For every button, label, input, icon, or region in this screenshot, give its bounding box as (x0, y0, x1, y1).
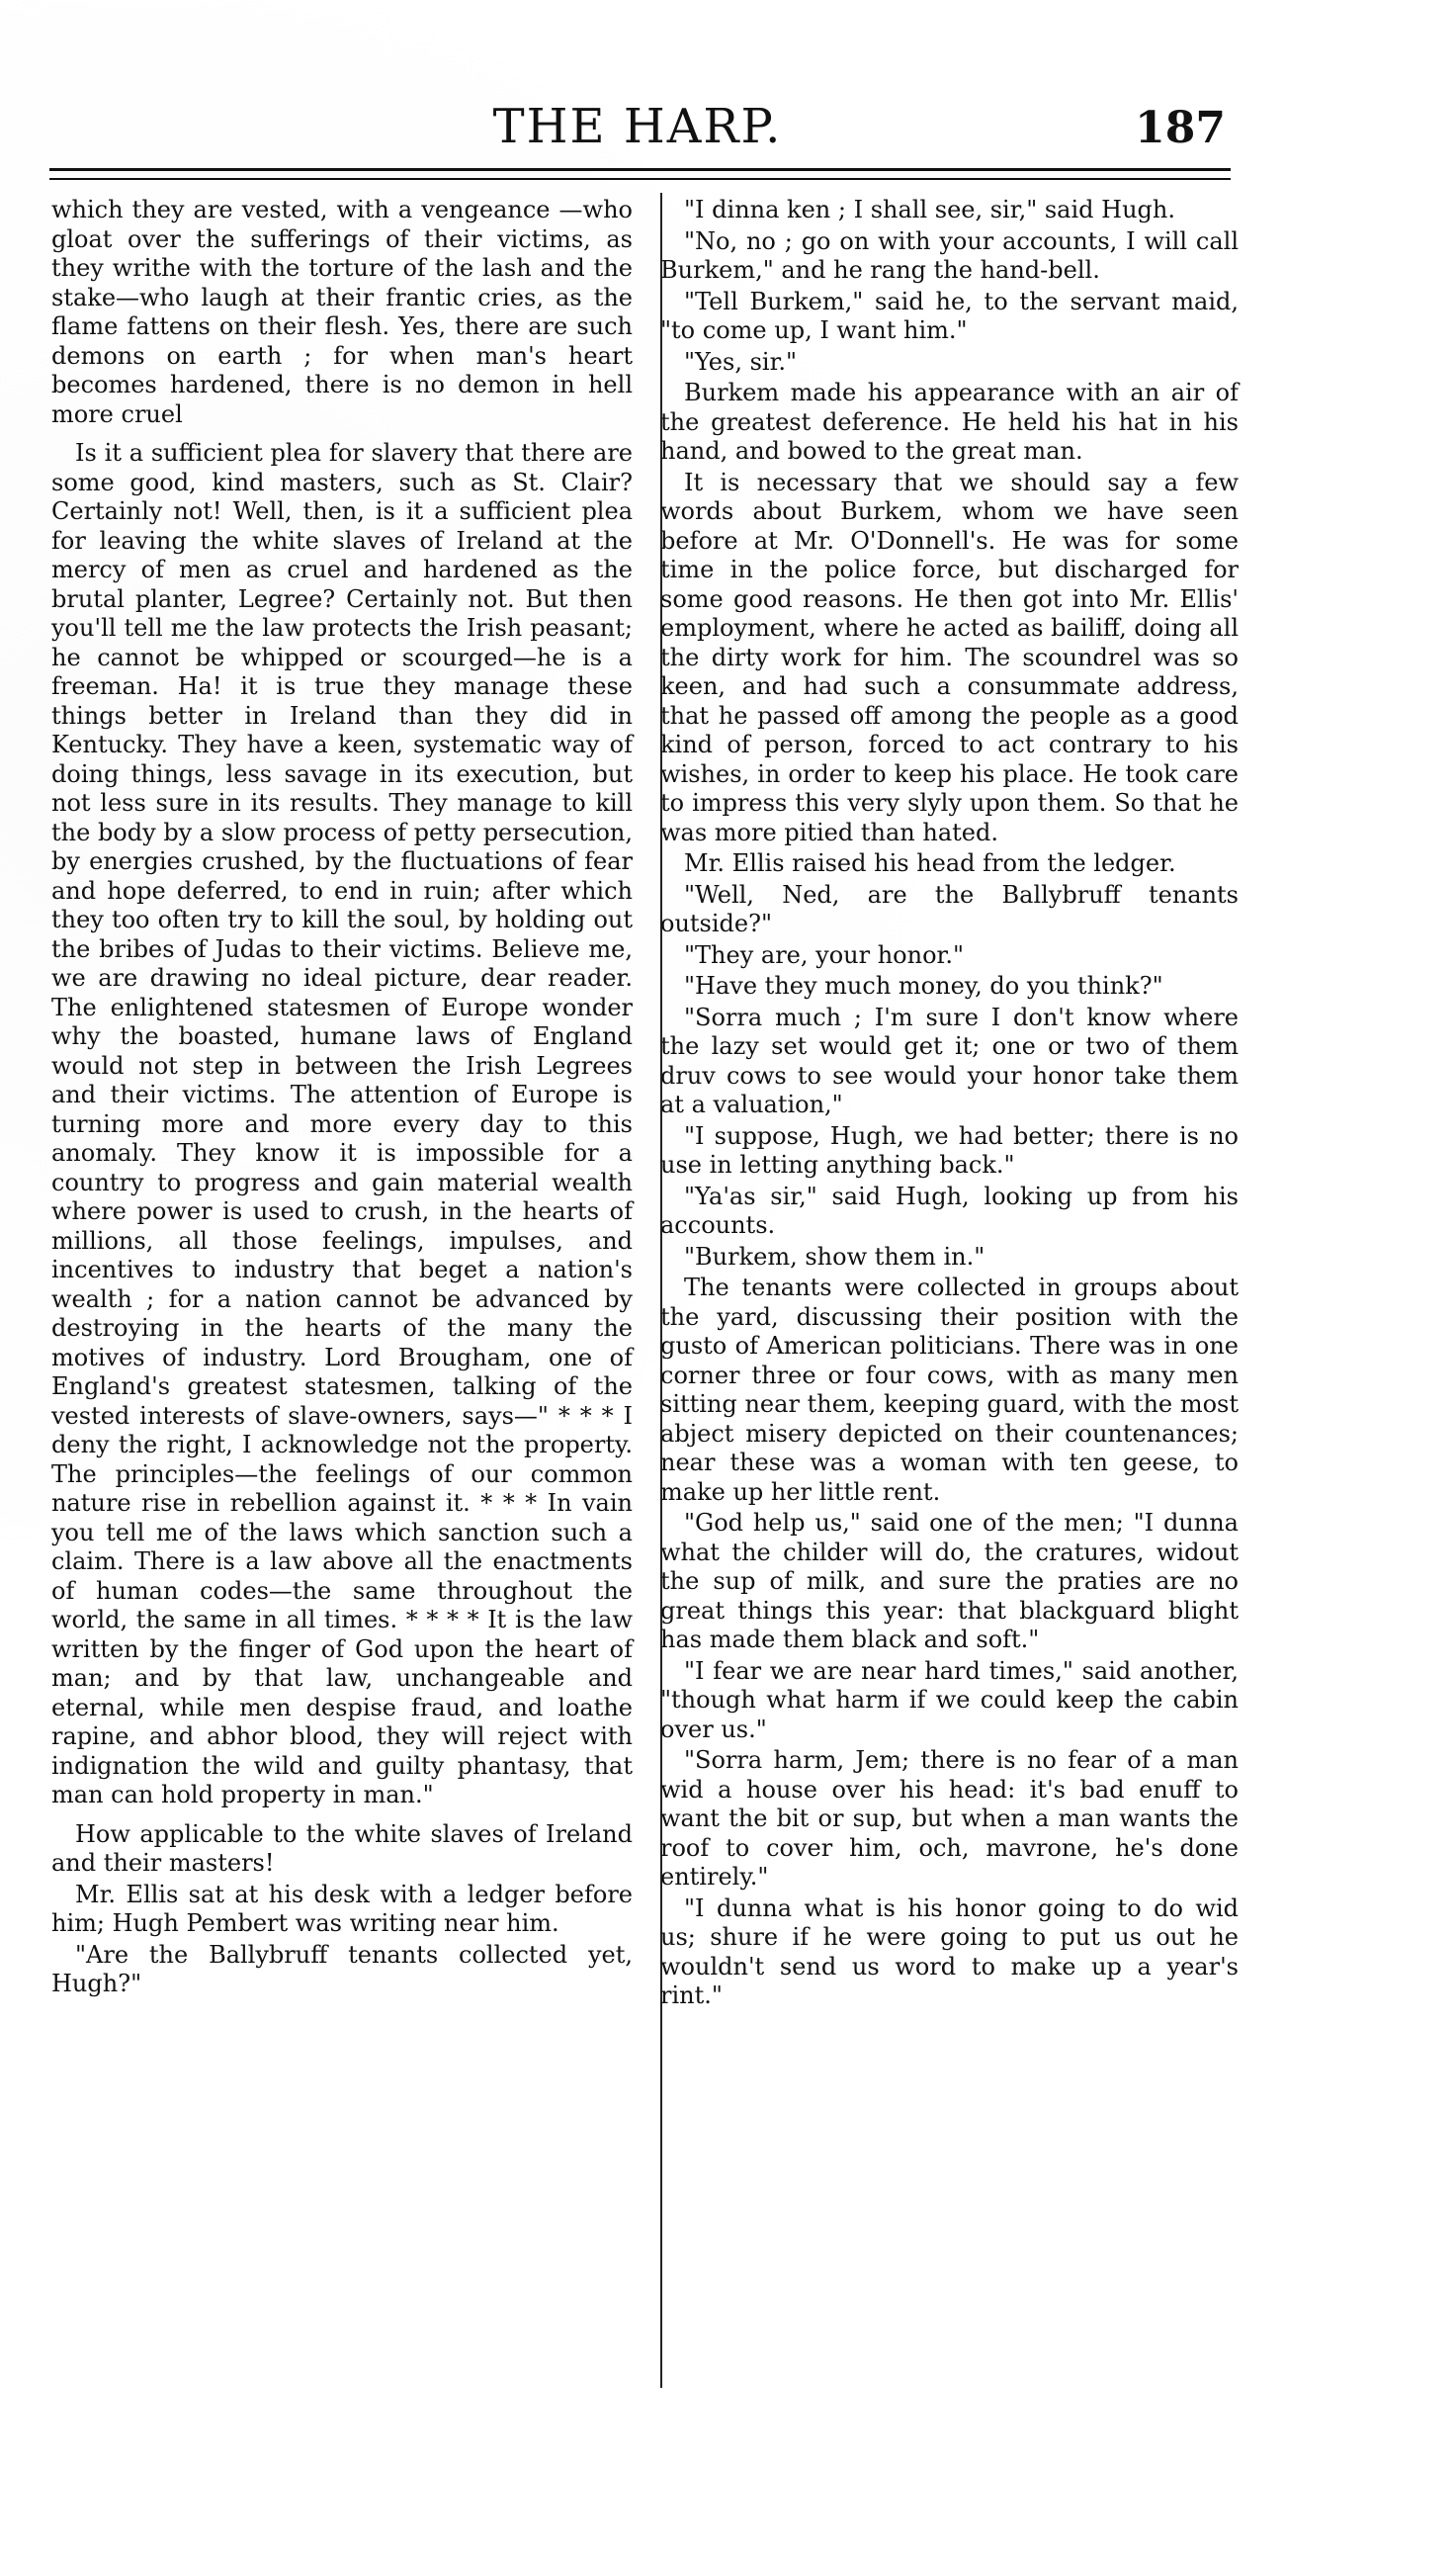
paragraph: Burkem made his appearance with an air of the greatest deference. He held his hat in his hand, and bowed to the great man. (660, 379, 1239, 465)
paragraph: "Burkem, show them in." (684, 1242, 985, 1271)
paragraph: "I suppose, Hugh, we had better; there is no use in letting anything back." (660, 1121, 1239, 1179)
paragraph: "Well, Ned, are the Ballybruff tenants outside?" (660, 880, 1239, 937)
paragraph: "Sorra harm, Jem; there is no fear of a man wid a house over his head: it's bad enuff to want the bit or sup, but when a man wants the roof to cover him, och, mavrone, he's done entirely." (660, 1746, 1239, 1891)
paragraph: "Ya'as sir," said Hugh, looking up from his accounts. (660, 1182, 1239, 1239)
paragraph: "Yes, sir." (684, 347, 798, 376)
paragraph: The tenants were collected in groups about the yard, discussing their position with the gusto of American politicians. There was in one corner three or four cows, with as many men sitting near them, keeping guard, with the most abject misery depicted on their countenances; near these was a woman with ten geese, to make up her little rent. (660, 1274, 1239, 1506)
paragraph: "Tell Burkem," said he, to the servant maid, "to come up, I want him." (660, 287, 1239, 344)
paragraph: Mr. Ellis sat at his desk with a ledger before him; Hugh Pembert was writing near him. (51, 1880, 633, 1937)
paragraph: "I dinna ken ; I shall see, sir," said Hugh. (684, 196, 1175, 223)
paragraph: which they are vested, with a vengeance —who gloat over the sufferings of their victims, as they writhe with the torture of the lash and the stake—who laugh at their frantic cries, as the flame fattens on their flesh. Yes, there are such demons on earth ; for when man's heart becomes hardened, there is no demon in hell more cruel (51, 196, 633, 428)
paragraph: "God help us," said one of the men; "I dunna what the childer will do, the cratures, widout the sup of milk, and sure the praties are no great things this year: that blackguard blight has made them black and soft." (660, 1509, 1239, 1653)
paragraph: "They are, your honor." (684, 940, 965, 969)
paragraph: "I fear we are near hard times," said another, "though what harm if we could keep the cabin over us." (660, 1656, 1239, 1743)
paragraph: "I dunna what is his honor going to do wid us; shure if he were going to put us out he wouldn't send us word to make up a year's rint." (660, 1893, 1239, 2009)
paragraph: "Sorra much ; I'm sure I don't know where the lazy set would get it; one or two of them druv cows to see would your honor take them at a valuation," (660, 1003, 1239, 1118)
paragraph: "Are the Ballybruff tenants collected yet, Hugh?" (51, 1940, 633, 1997)
paragraph: Is it a sufficient plea for slavery that there are some good, kind masters, such as St. Clair? Certainly not! Well, then, is it a sufficient plea for leaving the white slaves of Ireland at the mercy of men as cruel and hardened as the brutal planter, Legree? Certainly not. But then you'll tell me the law protects the Irish peasant; he cannot be whipped or scourged—he is a freeman. Ha! it is true they manage these things better in Ireland than they did in Kentucky. They have a keen, systematic way of doing things, less savage in its execution, but not less sure in its results. They manage to kill the body by a slow process of petty persecution, by energies crushed, by the fluctuations of fear and hope deferred, to end in ruin; after which they too often try to kill the soul, by holding out the bribes of Judas to their victims. Believe me, we are drawing no ideal picture, dear reader. The enlightened statesmen of Europe wonder why the boasted, humane laws of England would not step in between the Irish Legrees and their victims. The attention of Europe is turning more and more every day to this anomaly. They know it is impossible for a country to progress and gain material wealth where power is used to crush, in the hearts of millions, all those feelings, impulses, and incentives to industry that beget a nation's wealth ; for a nation cannot be advanced by destroying in the hearts of the many the motives of industry. Lord Brougham, one of England's greatest statesmen, talking of the vested interests of slave-owners, says—" * * * I deny the right, I acknowledge not the property. The principles—the feelings of our common nature rise in rebellion against it. * * * In vain you tell me of the laws which sanction such a claim. There is a law above all the enactments of human codes—the same throughout the world, the same in all times. * * * * It is the law written by the finger of God upon the heart of man; and by that law, unchangeable and eternal, while men despise fraud, and loathe rapine, and abhor blood, they will reject with indignation the wild and guilty phantasy, that man can hold property in man." (51, 439, 633, 1808)
paragraph: "Have they much money, do you think?" (684, 972, 1163, 1000)
left-column (51, 196, 633, 2001)
right-column (660, 196, 1239, 2013)
paragraph: "No, no ; go on with your accounts, I will call Burkem," and he rang the hand-bell. (660, 226, 1239, 284)
header-rule-thick (49, 168, 1231, 171)
paragraph: It is necessary that we should say a few words about Burkem, whom we have seen before at Mr. O'Donnell's. He was for some time in the police force, but discharged for some good reasons. He then got into Mr. Ellis' employment, where he acted as bailiff, doing all the dirty work for him. The scoundrel was so keen, and had such a consummate address, that he passed off among the people as a good kind of person, forced to act contrary to his wishes, in order to keep his place. He took care to impress this very slyly upon them. So that he was more pitied than hated. (660, 468, 1239, 846)
page-header (49, 99, 1226, 158)
paragraph: How applicable to the white slaves of Ireland and their masters! (51, 1819, 633, 1877)
publication-title: THE HARP. (492, 99, 783, 154)
header-rule-thin (49, 178, 1231, 180)
paragraph: Mr. Ellis raised his head from the ledger. (684, 849, 1176, 877)
page-number: 187 (1135, 103, 1226, 153)
